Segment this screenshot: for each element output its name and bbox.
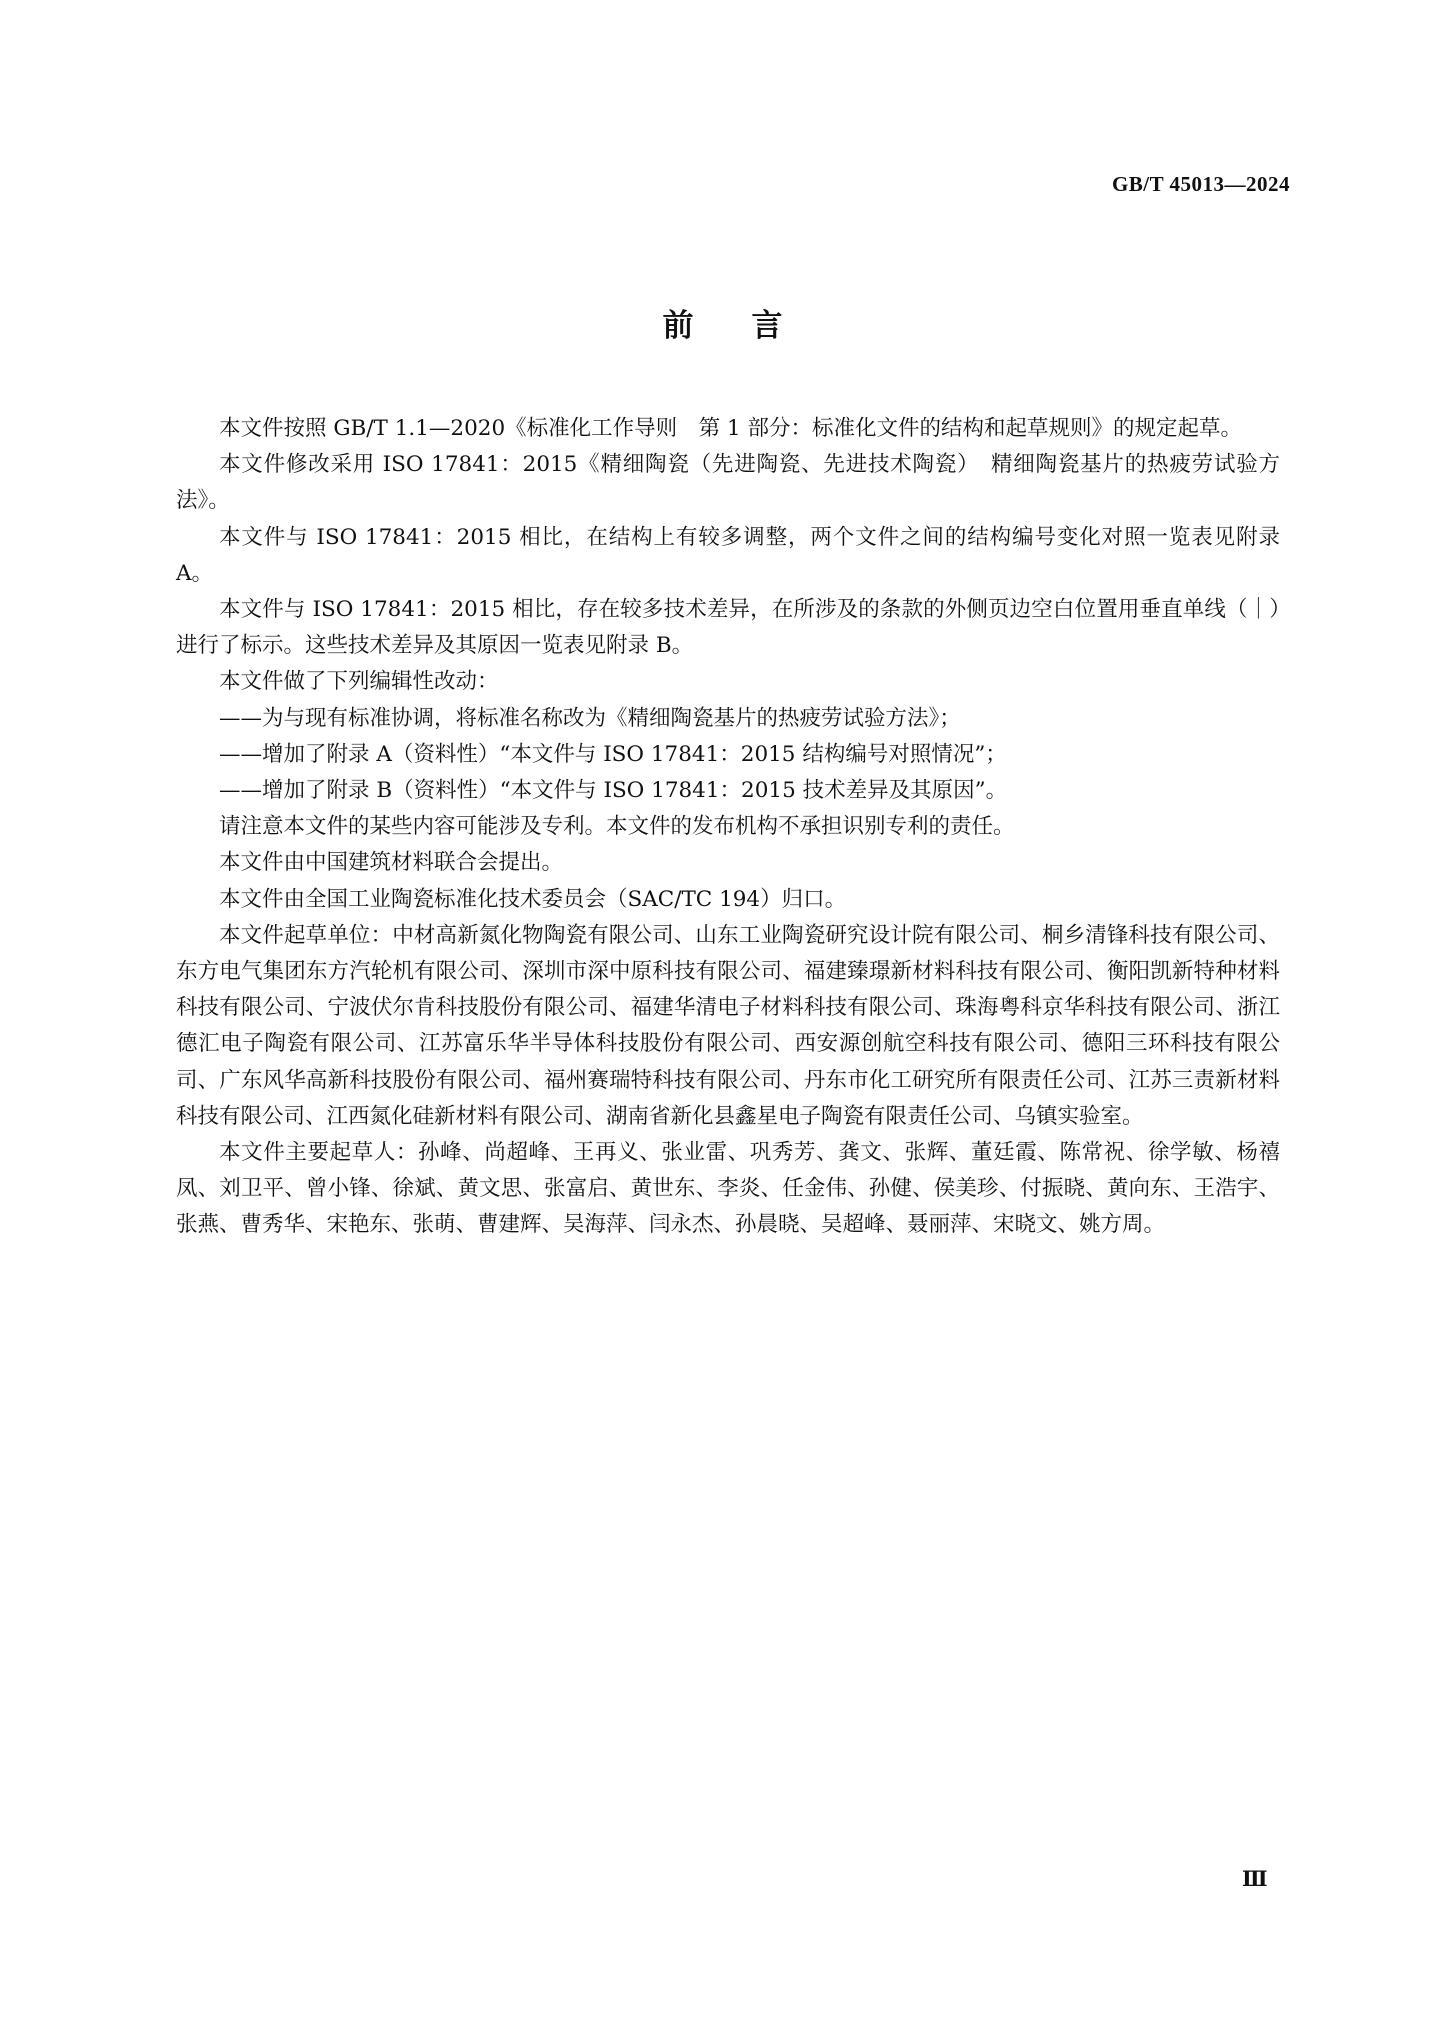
paragraph-adoption: 本文件修改采用 ISO 17841：2015《精细陶瓷（先进陶瓷、先进技术陶瓷） 精细陶瓷基片的热疲劳试验方法》。 xyxy=(176,452,1280,514)
page-number: Ⅲ xyxy=(1242,1867,1268,1891)
list-item-editorial-2: ——增加了附录 A（资料性）“本文件与 ISO 17841：2015 结构编号对照情况”； xyxy=(219,741,1007,767)
paragraph-editorial-intro: 本文件做了下列编辑性改动： xyxy=(219,669,499,695)
paragraph-structure-changes: 本文件与 ISO 17841：2015 相比，在结构上有较多调整，两个文件之间的结构编号变化对照一览表见附录 A。 xyxy=(176,524,1280,586)
preface-body xyxy=(176,411,1280,1244)
paragraph-drafters: 本文件主要起草人：孙峰、尚超峰、王再义、张业雷、巩秀芳、龚文、张辉、董廷霞、陈常祝、徐学敏、杨禧凤、刘卫平、曾小锋、徐斌、黄文思、张富启、黄世东、李炎、任金伟、孙健、侯美珍、付振晓、黄向东、王浩宇、张燕、曹秀华、宋艳东、张萌、曹建辉、吴海萍、闫永杰、孙晨晓、吴超峰、聂丽萍、宋晓文、姚方周。 xyxy=(176,1140,1280,1238)
list-item-editorial-3: ——增加了附录 B（资料性）“本文件与 ISO 17841：2015 技术差异及其原因”。 xyxy=(219,778,1008,804)
paragraph-drafting-units: 本文件起草单位：中材高新氮化物陶瓷有限公司、山东工业陶瓷研究设计院有限公司、桐乡清锋科技有限公司、东方电气集团东方汽轮机有限公司、深圳市深中原科技有限公司、福建臻璟新材料科技有限公司、衡阳凯新特种材料科技有限公司、宁波伏尔肯科技股份有限公司、福建华清电子材料科技有限公司、珠海粤科京华科技有限公司、浙江德汇电子陶瓷有限公司、江苏富乐华半导体科技股份有限公司、西安源创航空科技有限公司、德阳三环科技有限公司、广东风华高新科技股份有限公司、福州赛瑞特科技有限公司、丹东市化工研究所有限责任公司、江苏三责新材料科技有限公司、江西氮化硅新材料有限公司、湖南省新化县鑫星电子陶瓷有限责任公司、乌镇实验室。 xyxy=(176,922,1280,1129)
standard-number: GB/T 45013—2024 xyxy=(1111,172,1290,196)
paragraph-patent-notice: 请注意本文件的某些内容可能涉及专利。本文件的发布机构不承担识别专利的责任。 xyxy=(219,814,1015,840)
page-title: 前言 xyxy=(662,308,841,344)
list-item-editorial-1: ——为与现有标准协调，将标准名称改为《精细陶瓷基片的热疲劳试验方法》； xyxy=(219,705,961,731)
paragraph-proposer: 本文件由中国建筑材料联合会提出。 xyxy=(219,850,564,876)
paragraph-drafting-rules: 本文件按照 GB/T 1.1—2020《标准化工作导则 第 1 部分：标准化文件的结构和起草规则》的规定起草。 xyxy=(219,416,1242,441)
paragraph-technical-differences: 本文件与 ISO 17841：2015 相比，存在较多技术差异，在所涉及的条款的外侧页边空白位置用垂直单线（｜）进行了标示。这些技术差异及其原因一览表见附录 B。 xyxy=(176,597,1280,659)
paragraph-committee: 本文件由全国工业陶瓷标准化技术委员会（SAC/TC 194）归口。 xyxy=(219,886,847,912)
